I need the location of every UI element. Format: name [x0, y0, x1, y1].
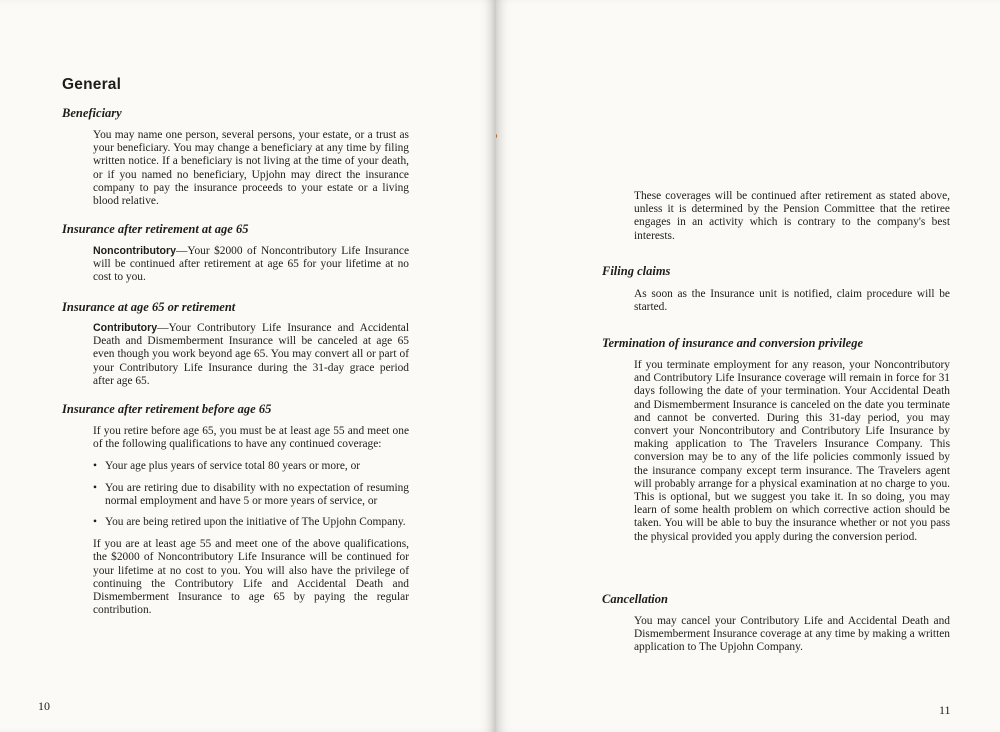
before-65-heading: Insurance after retirement before age 65	[62, 402, 272, 416]
before-65-section	[93, 425, 409, 617]
filing-claims-text: As soon as the Insurance unit is notified, claim procedure will be started.	[634, 288, 950, 314]
cancellation-heading: Cancellation	[602, 592, 668, 606]
left-page	[0, 0, 495, 732]
before-65-intro: If you retire before age 65, you must be at least age 55 and meet one of the following qualifications to have any continued coverage:	[93, 425, 409, 451]
continued-text: These coverages will be continued after retirement as stated above, unless it is determined by the Pension Committee that the retiree engages in an activity which is contrary to the company's best interests.	[634, 190, 950, 242]
beneficiary-text: You may name one person, several persons, your estate, or a trust as your beneficiary. You may change a beneficiary at any time by filing written notice. If a beneficiary is not living at the time of your death, or if you named no beneficiary, Upjohn may direct the insurance company to pay the insurance proceeds to your estate or a living blood relative.	[93, 129, 409, 208]
section-title: General	[62, 76, 122, 93]
termination-heading: Termination of insurance and conversion privilege	[602, 336, 864, 350]
contributory-lead: Contributory	[93, 322, 158, 334]
paper-speck	[496, 134, 497, 138]
beneficiary-heading: Beneficiary	[62, 106, 122, 120]
filing-claims-heading: Filing claims	[602, 264, 671, 278]
noncontributory-lead: Noncontributory	[93, 245, 176, 257]
page-number-right: 11	[939, 703, 951, 717]
after-retirement-65-heading: Insurance after retirement at age 65	[62, 222, 249, 236]
termination-text: If you terminate employment for any reason, your Noncontributory and Contributory Life Insurance coverage will remain in force for 31 days following the date of your termination. Your Accidental Death and Dismemberment Insurance is canceled on the date you terminate and cannot be converted. During this 31-day period, you may convert your Noncontributory and Contributory Life Insurance by making application to The Travelers Insurance Company. This conversion may be to any of the life policies commonly issued by the insurance company except term insurance. The Travelers agent will probably arrange for a physical examination at no charge to you. This is optional, but we suggest you take it. In so doing, you may learn of some health problem on which corrective action should be taken. You will be able to buy the insurance whether or not you pass the physical provided you apply during the conversion period.	[634, 359, 950, 543]
at-65-text: Contributory—Your Contributory Life Insurance and Accidental Death and Dismemberment Insurance will be canceled at age 65 even though you work beyond age 65. You may convert all or part of your Contributory Life Insurance during the 31-day grace period after age 65.	[93, 322, 409, 387]
right-page	[496, 0, 1000, 732]
bullet-item: • You are being retired upon the initiative of The Upjohn Company.	[93, 516, 406, 529]
before-65-closing: If you are at least age 55 and meet one of the above qualifications, the $2000 of Noncontributory Life Insurance will be continued for your lifetime at no cost to you. You will also have the privilege of continuing the Contributory Life and Accidental Death and Dismemberment Insurance to age 65 by paying the regular contribution.	[93, 538, 409, 617]
cancellation-text: You may cancel your Contributory Life and Accidental Death and Dismemberment Insurance coverage at any time by making a written application to The Upjohn Company.	[634, 615, 950, 654]
bullet-item: • You are retiring due to disability with no expectation of resuming normal employment and have 5 or more years of service, or	[93, 481, 409, 507]
bullet-item: • Your age plus years of service total 80 years or more, or	[93, 460, 361, 473]
after-retirement-65-text: Noncontributory—Your $2000 of Noncontributory Life Insurance will be continued after retirement at age 65 for your lifetime at no cost to you.	[93, 245, 409, 284]
at-65-heading: Insurance at age 65 or retirement	[62, 300, 236, 314]
page-number-left: 10	[38, 699, 50, 713]
